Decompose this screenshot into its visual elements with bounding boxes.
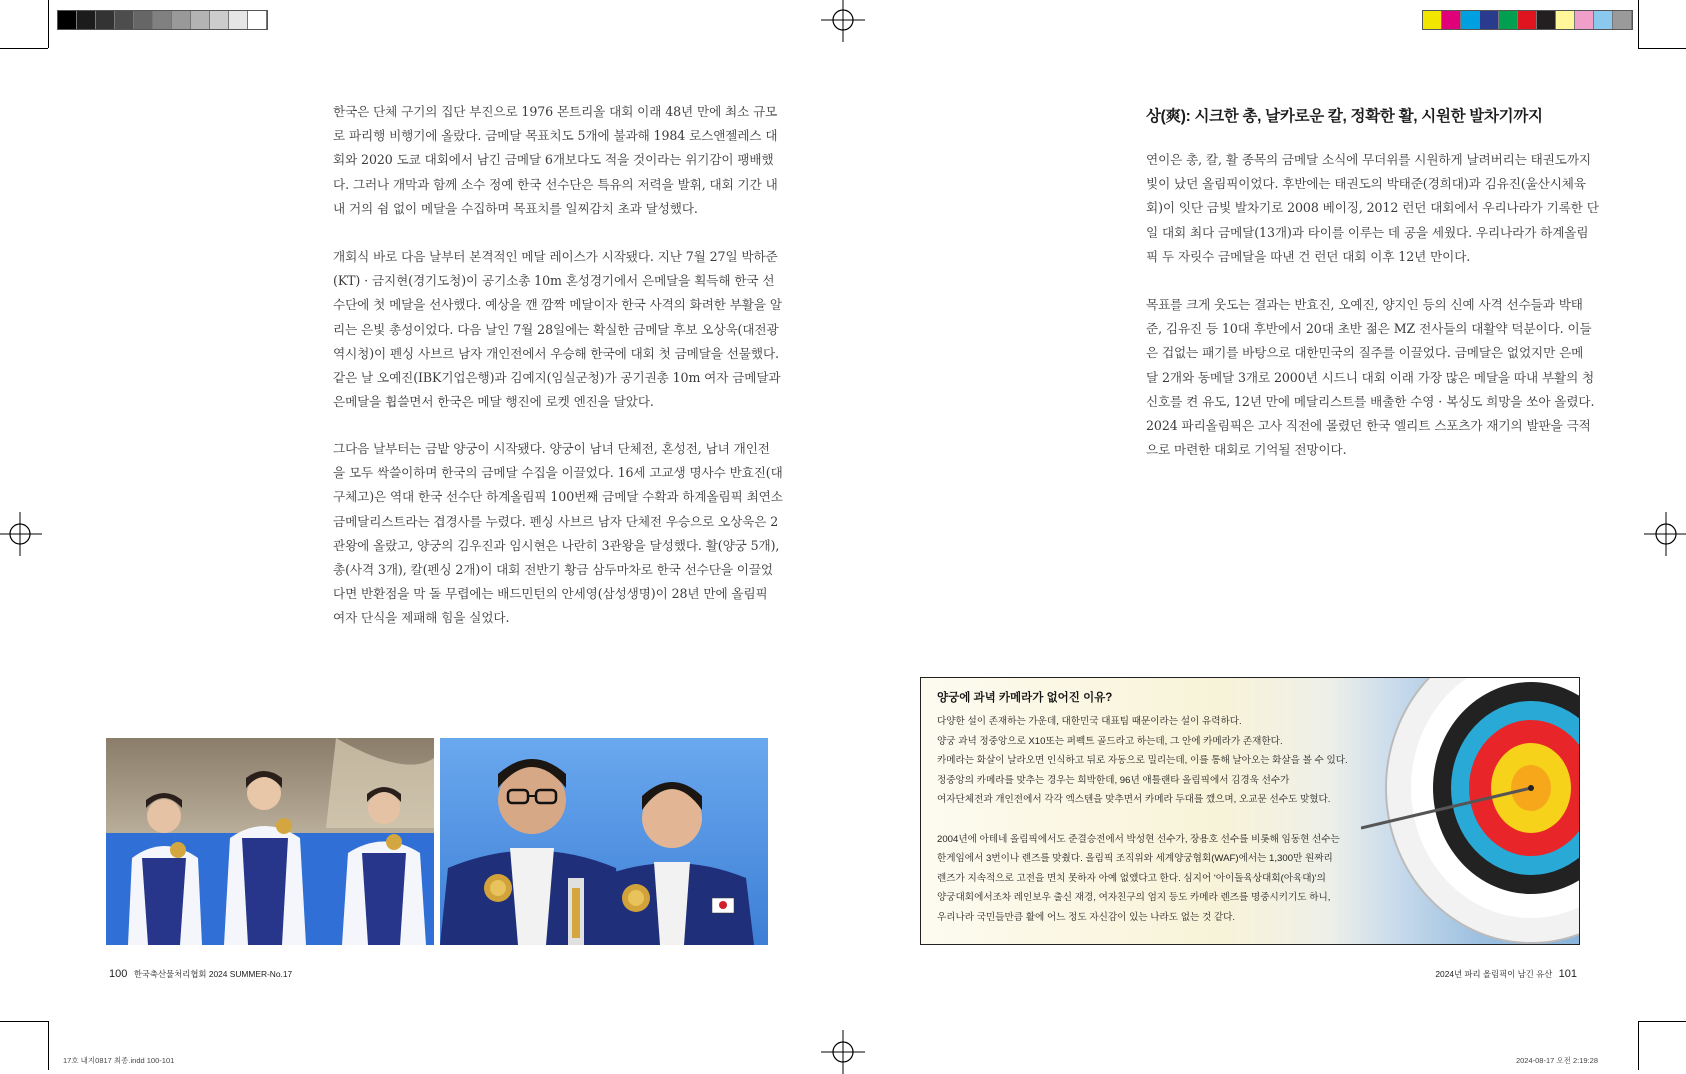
- text-line: 은 겁없는 패기를 바탕으로 대한민국의 질주를 이끌었다. 금메달은 없었지만 은메: [1146, 345, 1584, 361]
- color-swatch: [1480, 11, 1499, 29]
- slug-left: 17호 내지0817 최종.indd 100-101: [63, 1056, 175, 1065]
- info-box-line: 렌즈가 지속적으로 고전을 면치 못하자 아예 없앴다고 한다. 심지어 '아이돌육상대회(아육대)'의: [937, 872, 1326, 884]
- text-line: 2024 파리올림픽은 고사 직전에 몰렸던 한국 엘리트 스포츠가 재기의 발판을 극적: [1146, 418, 1591, 434]
- text-line: 빛이 났던 올림픽이었다. 후반에는 태권도의 박태준(경희대)과 김유진(울산시체육: [1146, 176, 1586, 192]
- right-paragraph-1: [1146, 148, 1599, 269]
- color-swatch: [1518, 11, 1537, 29]
- info-box-body: [937, 712, 1348, 928]
- text-line: 신호를 켠 유도, 12년 만에 메달리스트를 배출한 수영 · 복싱도 희망을 쏘아 올렸다.: [1146, 393, 1595, 409]
- gray-color-bar: [57, 10, 268, 30]
- left-paragraph-2: [333, 245, 782, 414]
- text-line: 금메달리스트라는 겹경사를 누렸다. 펜싱 사브르 남자 단체전 우승으로 오상욱은 2: [333, 513, 779, 529]
- text-line: 내 거의 쉼 없이 메달을 수집하며 목표치를 일찌감치 초과 달성했다.: [333, 200, 698, 216]
- info-box-line: 양궁대회에서조차 레인보우 출신 재경, 여자친구의 엄지 등도 카메라 렌즈를 명중시키기도 하니,: [937, 892, 1331, 904]
- info-box-line: 다양한 설이 존재하는 가운데, 대한민국 대표팀 때문이라는 설이 유력하다.: [937, 716, 1242, 727]
- color-swatch: [153, 11, 172, 29]
- text-line: 회와 2020 도쿄 대회에서 남긴 금메달 6개보다도 적을 것이라는 위기감이 팽배했: [333, 152, 774, 168]
- archery-target-icon: [1361, 677, 1580, 945]
- process-color-bar: [1422, 10, 1633, 30]
- text-line: 달 2개와 동메달 3개로 2000년 시드니 대회 이래 가장 많은 메달을 따내 부활의 청: [1146, 369, 1595, 385]
- left-footer: [105, 968, 292, 980]
- color-swatch: [96, 11, 115, 29]
- left-footer-text: 한국축산물처리협회 2024 SUMMER-No.17: [133, 969, 293, 979]
- info-box-line: 우리나라 국민들만큼 활에 어느 정도 자신감이 있는 나라도 없는 것 같다.: [937, 911, 1236, 923]
- text-line: 다면 반환점을 막 돌 무렵에는 배드민턴의 안세영(삼성생명)이 28년 만에 올림픽: [333, 586, 768, 602]
- text-line: 같은 날 오예진(IBK기업은행)과 김예지(임실군청)가 공기권총 10m 여자 금메달과: [333, 370, 781, 386]
- left-paragraph-3: [333, 437, 783, 631]
- color-swatch: [1594, 11, 1613, 29]
- info-box-line: 카메라는 화살이 날라오면 인식하고 뒤로 자동으로 밀리는데, 이를 통해 날아오는 화살을 볼 수 있다.: [937, 755, 1348, 767]
- text-line: (KT) · 금지현(경기도청)이 공기소총 10m 혼성경기에서 은메달을 획득해 한국 선: [333, 273, 775, 289]
- text-line: 그다음 날부터는 금밭 양궁이 시작됐다. 양궁이 남녀 단체전, 혼성전, 남녀 개인전: [333, 441, 770, 456]
- color-swatch: [58, 11, 77, 29]
- text-line: 한국은 단체 구기의 집단 부진으로 1976 몬트리올 대회 이래 48년 만에 최소 규모: [333, 104, 778, 119]
- text-line: 다. 그러나 개막과 함께 소수 정예 한국 선수단은 특유의 저력을 발휘, 대회 기간 내: [333, 176, 778, 192]
- text-line: 으로 마련한 대회로 기억될 전망이다.: [1146, 442, 1347, 458]
- info-box-title: 양궁에 과녁 카메라가 없어진 이유?: [937, 692, 1113, 704]
- color-swatch: [191, 11, 210, 29]
- info-box-spacer: [937, 810, 1348, 830]
- info-box-line: 2004년에 아테네 올림픽에서도 준결승전에서 박성현 선수가, 장용호 선수를 비롯해 임동현 선수는: [937, 833, 1340, 845]
- color-swatch: [1442, 11, 1461, 29]
- color-swatch: [115, 11, 134, 29]
- color-swatch: [1461, 11, 1480, 29]
- color-swatch: [172, 11, 191, 29]
- text-line: 준, 김유진 등 10대 후반에서 20대 초반 젊은 MZ 전사들의 대활약 덕분이다. 이들: [1146, 321, 1592, 337]
- color-swatch: [210, 11, 229, 29]
- two-archers-photo: [440, 738, 768, 945]
- text-line: 구체고)은 역대 한국 선수단 하계올림픽 100번째 금메달 수확과 하계올림픽 최연소: [333, 489, 783, 505]
- color-swatch: [1499, 11, 1518, 29]
- color-swatch: [229, 11, 248, 29]
- info-box-line: 양궁 과녁 정중앙으로 X10또는 퍼펙트 골드라고 하는데, 그 안에 카메라가 존재한다.: [937, 735, 1283, 747]
- text-line: 리는 은빛 총성이었다. 다음 날인 7월 28일에는 확실한 금메달 후보 오상욱(대전광: [333, 321, 779, 337]
- right-footer: [1435, 968, 1581, 980]
- color-swatch: [1556, 11, 1575, 29]
- text-line: 총(사격 3개), 칼(펜싱 2개)이 대회 전반기 황금 삼두마차로 한국 선수단을 이끌었: [333, 562, 773, 578]
- text-line: 여자 단식을 제패해 힘을 실었다.: [333, 610, 510, 626]
- text-line: 일 대회 최다 금메달(13개)과 타이를 이루는 데 공을 세웠다. 우리나라가 하계올림: [1146, 224, 1589, 240]
- three-archers-photo: [106, 738, 434, 945]
- text-line: 수단에 첫 메달을 선사했다. 예상을 깬 깜짝 메달이자 한국 사격의 화려한 부활을 알: [333, 297, 782, 313]
- info-box-line: 여자단체전과 개인전에서 각각 엑스텐을 맞추면서 카메라 두대를 깼으며, 오교문 선수도 맞혔다.: [937, 794, 1331, 806]
- text-line: 관왕에 올랐고, 양궁의 김우진과 임시현은 나란히 3관왕을 달성했다. 활(양궁 5개),: [333, 537, 780, 553]
- left-paragraph-1: [333, 100, 778, 221]
- text-line: 개회식 바로 다음 날부터 본격적인 메달 레이스가 시작됐다. 지난 7월 27일 박하준: [333, 249, 778, 264]
- color-swatch: [1613, 11, 1632, 29]
- registration-mark-bottom-icon: [821, 1030, 865, 1074]
- color-swatch: [1575, 11, 1594, 29]
- right-paragraph-2: [1146, 293, 1595, 462]
- color-swatch: [1423, 11, 1442, 29]
- text-line: 역시청)이 펜싱 사브르 남자 개인전에서 우승해 한국에 대회 첫 금메달을 선물했다.: [333, 345, 779, 361]
- text-line: 연이은 총, 칼, 활 종목의 금메달 소식에 무더위를 시원하게 날려버리는 태권도까지: [1146, 152, 1592, 167]
- text-line: 로 파리행 비행기에 올랐다. 금메달 목표치도 5개에 불과해 1984 로스앤젤레스 대: [333, 128, 778, 144]
- section-heading: 상(爽): 시크한 총, 날카로운 칼, 정확한 활, 시원한 발차기까지: [1146, 108, 1543, 125]
- left-page-number: 100: [109, 968, 128, 980]
- text-line: 목표를 크게 웃도는 결과는 반효진, 오예진, 양지인 등의 신예 사격 선수들과 박태: [1146, 297, 1583, 312]
- text-line: 회)이 잇단 금빛 발차기로 2008 베이징, 2012 런던 대회에서 우리나라가 기록한 단: [1146, 200, 1599, 216]
- text-line: 은메달을 휩쓸면서 한국은 메달 행진에 로켓 엔진을 달았다.: [333, 394, 654, 410]
- text-line: 을 모두 싹쓸이하며 한국의 금메달 수집을 이끌었다. 16세 고교생 명사수 반효진(대: [333, 465, 783, 481]
- color-swatch: [1537, 11, 1556, 29]
- registration-mark-left-icon: [0, 512, 42, 556]
- color-swatch: [134, 11, 153, 29]
- text-line: 픽 두 자릿수 금메달을 따낸 건 런던 대회 이후 12년 만이다.: [1146, 248, 1471, 264]
- info-box-line: 정중앙의 카메라를 맞추는 경우는 희박한데, 96년 애틀랜타 올림픽에서 김경욱 선수가: [937, 774, 1290, 786]
- info-box-line: 한게임에서 3번이나 렌즈를 맞췄다. 올림픽 조직위와 세계양궁협회(WAF)에서는 1,300만 원짜리: [937, 853, 1333, 865]
- color-swatch: [248, 11, 267, 29]
- right-page-number: 101: [1558, 968, 1577, 980]
- color-swatch: [77, 11, 96, 29]
- registration-mark-top-icon: [821, 0, 865, 42]
- registration-mark-right-icon: [1644, 512, 1686, 556]
- archery-camera-info-box: [920, 677, 1580, 945]
- right-footer-text: 2024년 파리 올림픽이 남긴 유산: [1435, 969, 1553, 979]
- slug-right: 2024-08-17 오전 2:19:28: [1515, 1056, 1598, 1065]
